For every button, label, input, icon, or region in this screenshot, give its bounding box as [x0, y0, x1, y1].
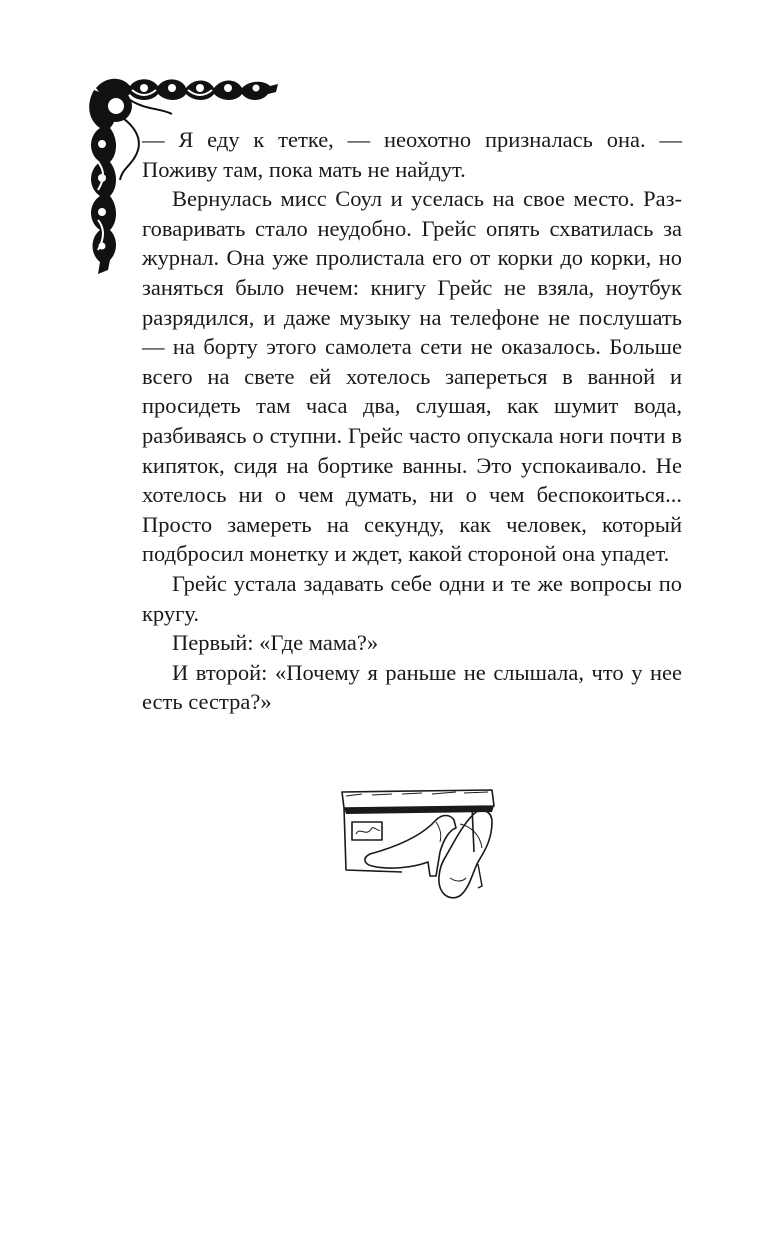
paragraph: — Я еду к тетке, — неохотно призналась она. — Поживу там, пока мать не найдут.	[142, 127, 682, 182]
body-text	[142, 125, 682, 717]
paragraph: И второй: «Почему я раньше не слышала, что у нее есть сестра?»	[142, 659, 682, 715]
paragraph: Грейс устала задавать себе одни и те же вопросы по кругу.	[142, 570, 682, 626]
shoes-illustration-icon	[332, 782, 502, 904]
paragraph: Вернулась мисс Соул и уселась на свое место. Разговаривать стало неудобно. Грейс опять схватилась за журнал. Она уже пролистала его от корки до корки, но заняться было нечем: книгу Грейс не взяла, ноутбук разрядился, и даже музыку на телефоне не послушать — на борту этого самолета сети не оказалось. Больше всего на свете ей хотелось запереться в ванной и просидеть там часа два, слушая, как шумит вода, разбиваясь о ступни. Грейс часто опускала ноги почти в кипяток, сидя на бортике ванны. Это успокаивало. Не хотелось ни о чем думать, ни о чем беспокоиться... Просто замереть на секунду, как человек, который подбросил монетку и ждет, какой стороной она упадет.	[142, 186, 682, 567]
paragraph: Первый: «Где мама?»	[172, 630, 379, 656]
